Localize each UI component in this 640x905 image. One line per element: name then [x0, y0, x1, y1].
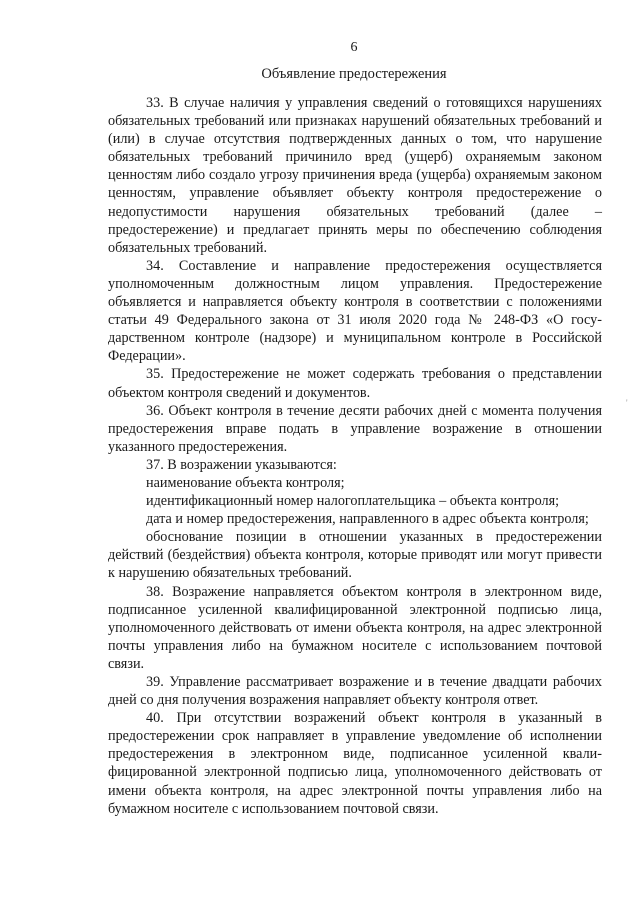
paragraph-40: 40. При отсутствии возражений объект контроля в указанный в предостережении срок направляет в управление уведомление об исполнении предостережения в электронном виде, подписанное усиленной квалифицированной электронной подписью лица, уполномоченного действовать от имени объекта контроля, на адрес электронной почты управления либо на бумажном носителе с использованием почтовой связи. [108, 710, 602, 817]
paragraph-35: 35. Предостережение не может содержать требования о представлении объектом контроля сведений и документов. [108, 366, 602, 401]
margin-mark: ' [626, 398, 628, 408]
paragraph-39: 39. Управление рассматривает возражение и в течение двадцати рабочих дней со дня получения возражения направляет объекту контроля ответ. [108, 674, 602, 709]
paragraph-37: 37. В возражении указываются: [146, 456, 337, 473]
objection-item-justification: обоснование позиции в отношении указанных в предостережении действий (бездействия) объекта контроля, которые приводят или могут привести к нарушению обязательных требований. [108, 529, 602, 582]
objection-item-name: наименование объекта контроля; [146, 474, 345, 491]
paragraph-36: 36. Объект контроля в течение десяти рабочих дней с момента получения предостережения вправе подать в управление возражение в отношении указанного предостережения. [108, 402, 602, 455]
document-body [108, 94, 602, 818]
objection-item-date-number: дата и номер предостережения, направленного в адрес объекта контроля; [146, 511, 589, 528]
page-number: 6 [350, 40, 358, 55]
paragraph-34: 34. Составление и направление предостережения осуществляется уполномоченным должностным лицом управления. Предостережение объявляется и направляется объекту контроля в соответствии с положениями статьи 49 Федерального закона от 31 июля 2020 года № 248-ФЗ «О государственном контроле (надзоре) и муниципальном контроле в Российской Федерации». [108, 257, 602, 365]
objection-item-inn: идентификационный номер налогоплательщика – объекта контроля; [146, 493, 560, 510]
paragraph-33: 33. В случае наличия у управления сведений о готовящихся нарушениях обязательных требований или признаках нарушений обязательных требований и (или) в случае отсутствия подтвержденных данных о том, что нарушение обязательных требований причинило вред (ущерб) охраняемым законом ценностям либо создало угрозу причинения вреда (ущерба) охраняемым законом ценностям, управление объявляет объекту контроля предостережение о недопустимости нарушения обязательных требований (далее – предостережение) и предлагает принять меры по обеспечению соблюдения обязательных требований. [108, 95, 602, 256]
section-title: Объявление предостережения [261, 66, 447, 82]
paragraph-38: 38. Возражение направляется объектом контроля в электронном виде, подписанное усиленной квалифицированной электронной подписью лица, уполномоченного действовать от имени объекта контроля, на адрес электронной почты управления либо на бумажном носителе с использованием почтовой связи. [108, 583, 602, 672]
